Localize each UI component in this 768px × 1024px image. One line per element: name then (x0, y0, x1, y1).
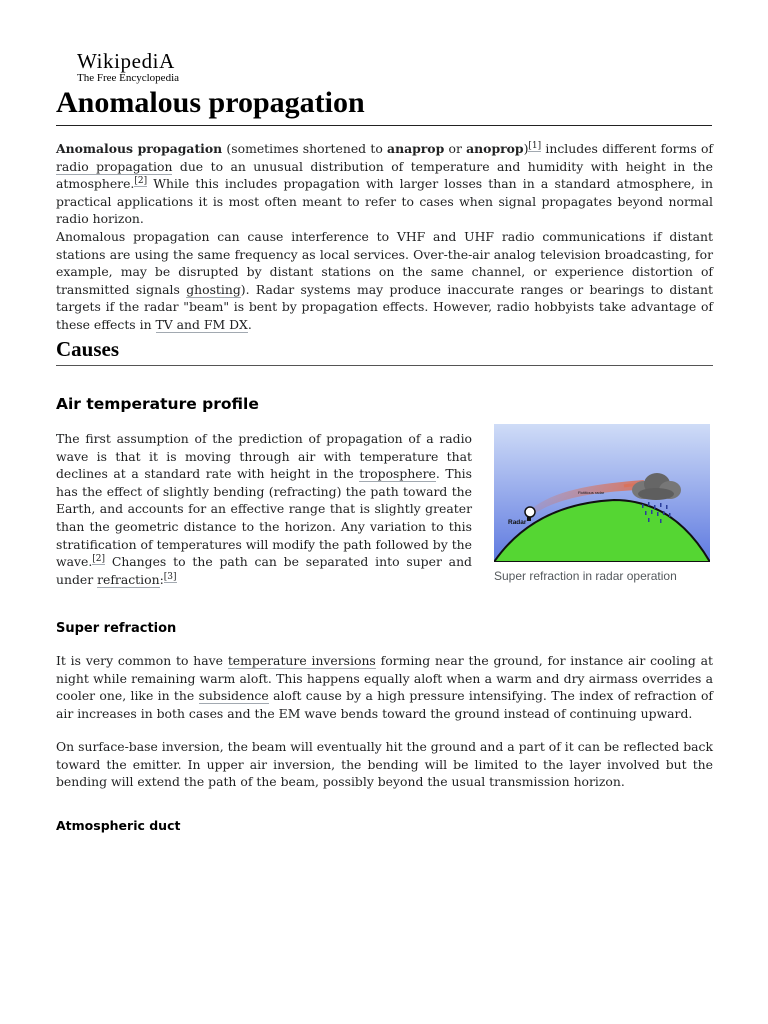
link-ghosting[interactable]: ghosting (186, 281, 241, 297)
para-text: ). Radar systems may produce inaccurate ranges or bearings to distant targets if the radar "beam" is bent by propagation effects. However, radio hobbyists take advantage of these effects in (56, 281, 713, 332)
heading-air-temperature-profile: Air temperature profile (56, 395, 259, 413)
ref-link-3[interactable]: [3] (163, 571, 177, 582)
intro-paragraph (56, 140, 713, 228)
ref-link-2[interactable]: [2] (134, 176, 148, 187)
interference-paragraph (56, 228, 713, 334)
super-refraction-paragraph (56, 652, 713, 722)
radar-label: Radar (508, 519, 527, 526)
figure-caption: Super refraction in radar operation (494, 569, 677, 583)
figure-super-refraction (494, 424, 710, 584)
intro-text: While this includes propagation with larger losses than in a standard atmosphere, in practical applications it is most often meant to refer to cases when signal propagates beyond normal radio horizon. (56, 176, 713, 227)
fictitious-radar-label: Fictitious radar (578, 490, 605, 495)
ref-link-2b[interactable]: [2] (92, 554, 106, 565)
heading-atmospheric-duct: Atmospheric duct (56, 818, 181, 833)
link-subsidence[interactable]: subsidence (198, 688, 269, 704)
link-radio-propagation[interactable]: radio propagation (56, 158, 173, 174)
section-heading-causes: Causes (56, 336, 713, 366)
para-text: : (159, 571, 164, 587)
heading-super-refraction: Super refraction (56, 621, 177, 636)
para-text: forming near the ground, for instance air cooling at night while remaining warm aloft. This happens equally aloft when a warm and dry airmass overrides a cooler one, like in the (56, 653, 713, 704)
inversion-paragraph: On surface-base inversion, the beam will eventually hit the ground and a part of it can be reflected back toward the emitter. In upper air inversion, the bending will be limited to the layer involved but the bending will extend the path of the beam, possibly beyond the usual transmission horizon. (56, 739, 713, 790)
para-text: Anomalous propagation can cause interference to VHF and UHF radio communications if distant stations are using the same frequency as local services. Over-the-air analog television broadcasting, for example, may be disrupted by distant stations on the same channel, or experience distortion of transmitted signals (56, 229, 713, 297)
intro-text: includes different forms of (541, 141, 714, 156)
intro-text: due to an unusual distribution of temperature and humidity with height in the atmosphere. (56, 158, 713, 192)
link-temperature-inversions[interactable]: temperature inversions (227, 653, 376, 668)
intro-text: (sometimes shortened to (222, 141, 388, 156)
wikipedia-logo[interactable] (77, 50, 217, 85)
para-text: The first assumption of the prediction of propagation of a radio wave is that it is moving through air with temperature that declines at a standard rate with height in the (56, 431, 472, 482)
para-text: It is very common to have (56, 653, 228, 668)
ref-link-1[interactable]: [1] (528, 140, 542, 151)
para-text: . (247, 316, 252, 332)
logo-wordmark: WikipediA (77, 49, 175, 73)
air-temperature-paragraph (56, 430, 472, 588)
link-refraction[interactable]: refraction (97, 571, 160, 587)
super-refraction-diagram[interactable] (494, 424, 710, 562)
para-text: aloft cause by a high pressure intensifying. The index of refraction of air increases in both cases and the EM wave bends toward the ground instead of continuing upward. (56, 688, 713, 721)
radar-dish-icon (525, 507, 535, 517)
intro-text: ) (523, 141, 529, 156)
intro-term: Anomalous propagation (56, 141, 223, 156)
alias-anaprop: anaprop (387, 141, 445, 156)
page-title: Anomalous propagation (56, 84, 712, 126)
para-text: . This has the effect of slightly bending (refracting) the path toward the Earth, and accounts for an effective range that is slightly greater than the geometric distance to the horizon. Any variation to this stratification of temperatures will modify the path followed by the wave. (56, 466, 472, 570)
alias-anoprop: anoprop (466, 141, 524, 156)
para-text: Changes to the path can be separated into super and under (56, 554, 472, 587)
intro-text: or (444, 141, 467, 156)
link-tv-fm-dx[interactable]: TV and FM DX (155, 316, 248, 332)
link-troposphere[interactable]: troposphere (359, 466, 436, 482)
logo-tagline: The Free Encyclopedia (77, 72, 180, 84)
